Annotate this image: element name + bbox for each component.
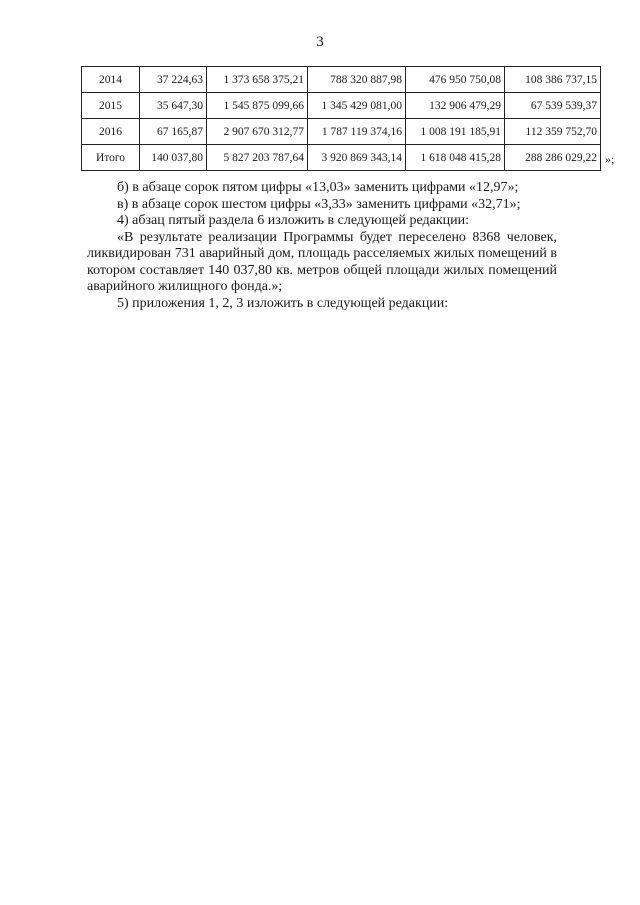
table-closing-mark: »;: [605, 152, 615, 166]
table-cell: 788 320 887,98: [308, 67, 406, 93]
page-number: 3: [316, 34, 324, 50]
table-cell-year: 2016: [82, 119, 140, 145]
table-cell: 35 647,30: [140, 93, 207, 119]
paragraph: б) в абзаце сорок пятом цифры «13,03» заменить цифрами «12,97»;: [117, 180, 519, 195]
table-cell: 37 224,63: [140, 67, 207, 93]
table-cell: 3 920 869 343,14: [308, 145, 406, 171]
table-cell: 112 359 752,70: [505, 119, 601, 145]
table-cell: 67 539 539,37: [505, 93, 601, 119]
table-row: [82, 67, 601, 93]
paragraph: в) в абзаце сорок шестом цифры «3,33» заменить цифрами «32,71»;: [117, 196, 521, 212]
table-cell: 2 907 670 312,77: [207, 119, 308, 145]
table-cell-year: 2015: [82, 93, 140, 119]
financing-table: [81, 66, 601, 171]
paragraph: 4) абзац пятый раздела 6 изложить в следующей редакции:: [117, 213, 469, 228]
paragraph: 5) приложения 1, 2, 3 изложить в следующей редакции:: [117, 295, 449, 311]
table-cell: 1 373 658 375,21: [207, 67, 308, 93]
table-cell: 1 545 875 099,66: [207, 93, 308, 119]
paragraph: «В результате реализации Программы будет переселено 8368 человек, ликвидирован 731 аварийный дом, площадь расселяемых жилых помещений в котором составляет 140 037,80 кв. метров общей площади жилых помещений аварийного жилищного фонда.»;: [87, 229, 557, 294]
table-cell: 140 037,80: [140, 145, 207, 171]
table-cell: 1 787 119 374,16: [308, 119, 406, 145]
table-cell-year: 2014: [82, 67, 140, 93]
table-row-total: [82, 145, 601, 171]
table-cell-year: Итого: [82, 145, 140, 171]
table-cell: 67 165,87: [140, 119, 207, 145]
table-cell: 1 618 048 415,28: [406, 145, 505, 171]
table-cell: 1 345 429 081,00: [308, 93, 406, 119]
table-cell: 1 008 191 185,91: [406, 119, 505, 145]
table-cell: 288 286 029,22: [505, 145, 601, 171]
table-cell: 476 950 750,08: [406, 67, 505, 93]
table-cell: 5 827 203 787,64: [207, 145, 308, 171]
table-cell: 132 906 479,29: [406, 93, 505, 119]
document-body: [87, 180, 557, 312]
table-cell: 108 386 737,15: [505, 67, 601, 93]
table-row: [82, 93, 601, 119]
table-row: [82, 119, 601, 145]
